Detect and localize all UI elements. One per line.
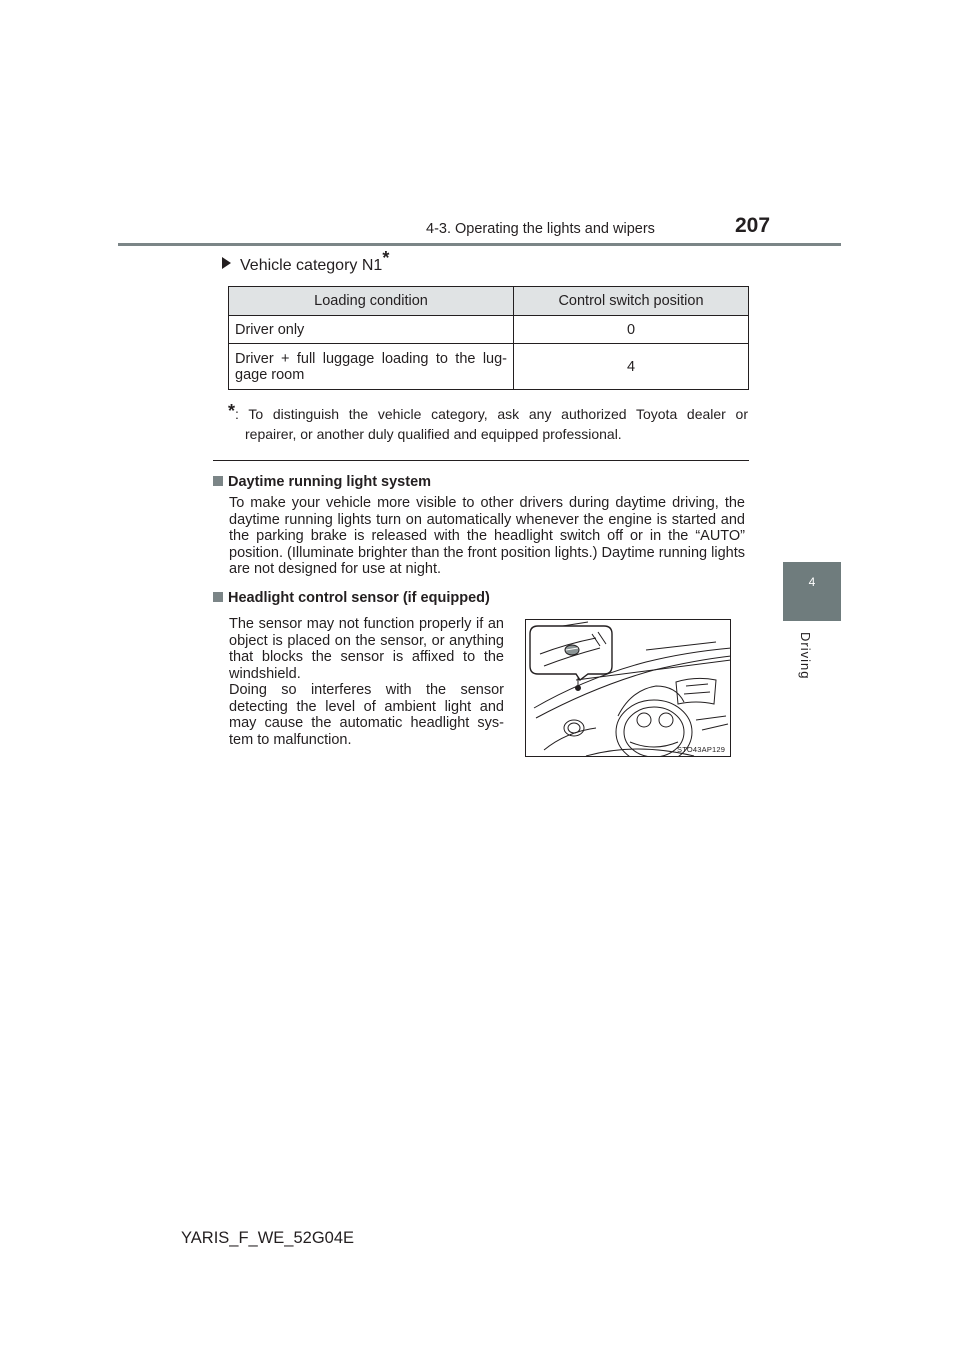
daytime-running-title: Daytime running light system <box>228 474 432 490</box>
vehicle-category-heading <box>222 248 390 275</box>
table-cell-position: 0 <box>514 316 749 344</box>
dashboard-illustration-graphic <box>526 620 731 757</box>
triangle-bullet-icon <box>222 257 231 269</box>
headlight-sensor-body <box>229 616 504 748</box>
chapter-tab-label: Driving <box>798 632 813 680</box>
table-cell-condition: Driver only <box>229 316 514 344</box>
section-title: 4-3. Operating the lights and wipers <box>426 221 655 237</box>
document-code: YARIS_F_WE_52G04E <box>181 1229 355 1247</box>
section-divider <box>213 460 749 461</box>
loading-condition-table <box>228 286 749 390</box>
footnote-line <box>228 403 748 424</box>
chapter-tab <box>783 562 841 621</box>
page-number: 207 <box>735 214 771 237</box>
table-header-switch: Control switch position <box>514 287 749 316</box>
table-cell-position: 4 <box>514 344 749 390</box>
footnote-asterisk: * <box>382 248 390 268</box>
condition-line: gage room <box>235 366 305 383</box>
headlight-sensor-para: The sensor may not function properly if an object is placed on the sensor, or anything that blocks the sensor is affixed to the windshield. <box>229 616 504 682</box>
headlight-sensor-heading <box>213 590 490 606</box>
dashboard-sensor-illustration <box>525 619 731 757</box>
footnote-line: repairer, or another duly qualified and equipped professional. <box>245 426 622 442</box>
table-header-row <box>229 287 749 316</box>
footnote-marker: * <box>228 401 236 421</box>
header-rule <box>118 243 841 246</box>
square-bullet-icon <box>213 592 223 602</box>
chapter-tab-number: 4 <box>808 575 816 589</box>
table-row <box>229 316 749 344</box>
daytime-running-heading <box>213 474 431 490</box>
square-bullet-icon <box>213 476 223 486</box>
condition-line: Driver + full luggage loading to the lug- <box>235 350 507 367</box>
footnote-text: : To distinguish the vehicle category, ask any authorized Toyota dealer or <box>235 406 748 422</box>
table-cell-condition <box>229 344 514 390</box>
footnote <box>228 403 748 444</box>
headlight-sensor-para: Doing so interferes with the sensor detecting the level of ambient light and may cause the automatic headlight sys-tem to malfunction. <box>229 682 504 748</box>
vehicle-category-text: Vehicle category N1 <box>240 257 383 274</box>
daytime-running-body: To make your vehicle more visible to other drivers during daytime driving, the daytime running lights turn on automatically whenever the engine is started and the parking brake is released with the headlight switch off or in the “AUTO” position. (Illuminate brighter than the front position lights.) Daytime running lights are not designed for use at night. <box>229 495 745 577</box>
headlight-sensor-title: Headlight control sensor (if equipped) <box>228 590 490 606</box>
figure-code: STO43AP129 <box>677 745 726 754</box>
table-header-loading: Loading condition <box>229 287 514 316</box>
table-row <box>229 344 749 390</box>
